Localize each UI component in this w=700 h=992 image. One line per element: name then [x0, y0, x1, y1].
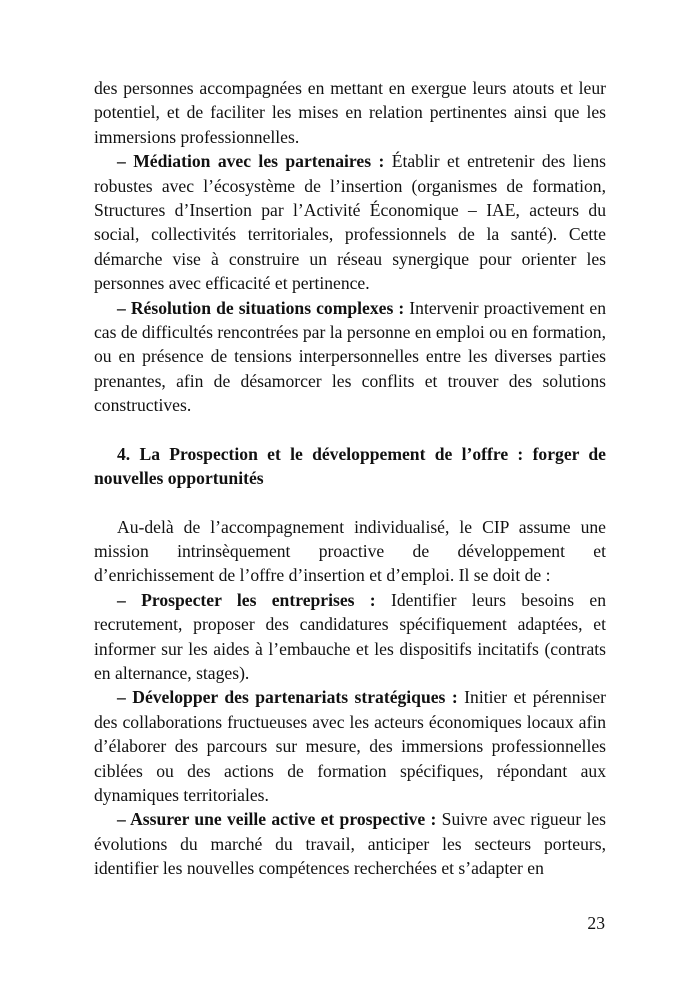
text-veille: Suivre avec rigueur les évolutions du marché du travail, anticiper les secteurs porteurs, identifier les nouvelles compétences recherchées et s’adapter en — [94, 809, 606, 879]
text-resolution: Intervenir proactivement en cas de difficultés rencontrées par la personne en emploi ou en formation, ou en présence de tensions interpersonnelles entre les diverses parties prenantes, afin de désamorcer les conflits et trouver des solutions constructives. — [94, 297, 606, 416]
text-prospecter: Identifier leurs besoins en recrutement, proposer des candidatures spécifiquement adaptées, et informer sur les aides à l’embauche et les dispositifs incitatifs (contrats en alternance, stages). — [94, 589, 606, 683]
paragraph-mediation — [94, 149, 606, 295]
paragraph-prospecter — [94, 588, 606, 686]
term-veille: – Assurer une veille active et prospective : — [117, 809, 437, 830]
term-prospecter: – Prospecter les entreprises : — [117, 589, 376, 610]
page-body — [94, 76, 606, 881]
paragraph-partenariats — [94, 685, 606, 807]
term-resolution: – Résolution de situations complexes : — [117, 297, 405, 318]
paragraph-continuation: des personnes accompagnées en mettant en exergue leurs atouts et leur potentiel, et de faciliter les mises en relation pertinentes ainsi que les immersions professionnelles. — [94, 78, 606, 147]
paragraph-veille — [94, 807, 606, 880]
paragraph-intro: Au-delà de l’accompagnement individualisé, le CIP assume une mission intrinsèquement proactive de développement et d’enrichissement de l’offre d’insertion et d’emploi. Il se doit de : — [94, 516, 606, 586]
term-mediation: – Médiation avec les partenaires : — [117, 151, 385, 172]
text-partenariats: Initier et pérenniser des collaborations fructueuses avec les acteurs économiques locaux afin d’élaborer des parcours sur mesure, des immersions professionnelles ciblées ou des actions de formation spécifiques, répondant aux dynamiques territoriales. — [94, 687, 606, 805]
term-partenariats: – Développer des partenariats stratégiques : — [117, 687, 458, 708]
section-heading: 4. La Prospection et le développement de l’offre : forger de nouvelles opportunités — [94, 443, 606, 489]
page-number: 23 — [587, 913, 605, 933]
paragraph-resolution — [94, 296, 606, 418]
text-mediation: Établir et entretenir des liens robustes avec l’écosystème de l’insertion (organismes de formation, Structures d’Insertion par l’Activité Économique – IAE, acteurs du social, collectivités territoriales, professionnels de la santé). Cette démarche vise à construire un réseau synergique pour orienter les personnes avec efficacité et pertinence. — [94, 151, 607, 294]
